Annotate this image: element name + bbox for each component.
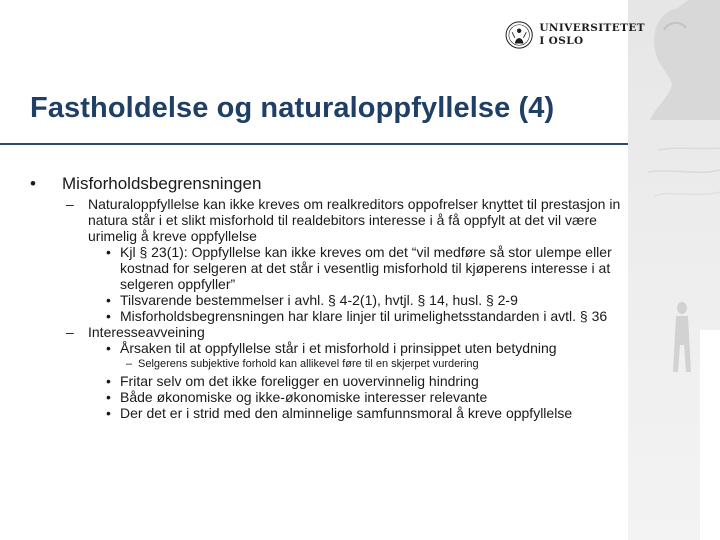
university-logo (505, 12, 645, 58)
bullet-text: Misforholdsbegrensningen (62, 174, 262, 193)
university-seal-icon (505, 15, 533, 55)
bullet-text: Interesseavveining (88, 324, 205, 340)
slide-content (30, 174, 630, 421)
bullet-marker: • (106, 308, 111, 324)
bullet-text: Misforholdsbegrensningen har klare linjer til urimelighetsstandarden i avtl. § 36 (120, 308, 608, 324)
bullet-text: Naturaloppfyllelse kan ikke kreves om realkreditors oppofrelser knyttet til prestasjon in natura står i et slikt misforhold til realdebitors interesse i å få oppfylt at det vil være urimelig å kreve oppfyllelse (88, 196, 621, 244)
bullet-text: Der det er i strid med den alminnelige samfunnsmoral å kreve oppfyllelse (120, 405, 573, 421)
bullet-text: Kjl § 23(1): Oppfyllelse kan ikke kreves om det “vil medføre så stor ulempe eller kostnad for selgeren at det står i vesentlig misforhold til kjøperens interesse i at selgeren oppfyller” (120, 244, 612, 292)
bullet-text: Fritar selv om det ikke foreligger en uovervinnelig hindring (120, 373, 479, 389)
bullet-level3 (30, 292, 630, 308)
title-divider (0, 143, 628, 145)
bullet-level3 (30, 308, 630, 324)
bullet-marker: – (126, 358, 133, 370)
bullet-marker: • (106, 389, 111, 405)
slide-title: Fastholdelse og naturaloppfyllelse (4) (30, 92, 555, 124)
bullet-marker: • (106, 405, 111, 421)
bullet-marker: – (66, 196, 74, 212)
bullet-text: Årsaken til at oppfyllelse står i et misforhold i prinsippet uten betydning (120, 340, 557, 356)
bullet-level2 (30, 196, 630, 244)
bullet-text: Selgerens subjektive forhold kan allikevel føre til en skjerpet vurdering (138, 358, 479, 370)
bullet-level4 (30, 357, 630, 371)
bullet-marker: • (106, 373, 111, 389)
bullet-marker: • (30, 174, 36, 193)
logo-line-2: I OSLO (539, 35, 584, 47)
bullet-marker: • (106, 244, 111, 260)
bullet-level3 (30, 405, 630, 421)
bullet-text: Tilsvarende bestemmelser i avhl. § 4-2(1), hvtjl. § 14, husl. § 2-9 (120, 292, 518, 308)
bullet-level3 (30, 244, 630, 292)
bullet-text: Både økonomiske og ikke-økonomiske interesser relevante (120, 389, 488, 405)
bullet-level1 (30, 174, 630, 194)
bullet-marker: – (66, 324, 74, 340)
decorative-side-image (628, 0, 720, 540)
bullet-marker: • (106, 340, 111, 356)
bullet-marker: • (106, 292, 111, 308)
bullet-level3 (30, 389, 630, 405)
bullet-level3 (30, 373, 630, 389)
bullet-level3 (30, 340, 630, 356)
logo-line-1: UNIVERSITETET (539, 22, 645, 34)
bullet-level2 (30, 324, 630, 340)
